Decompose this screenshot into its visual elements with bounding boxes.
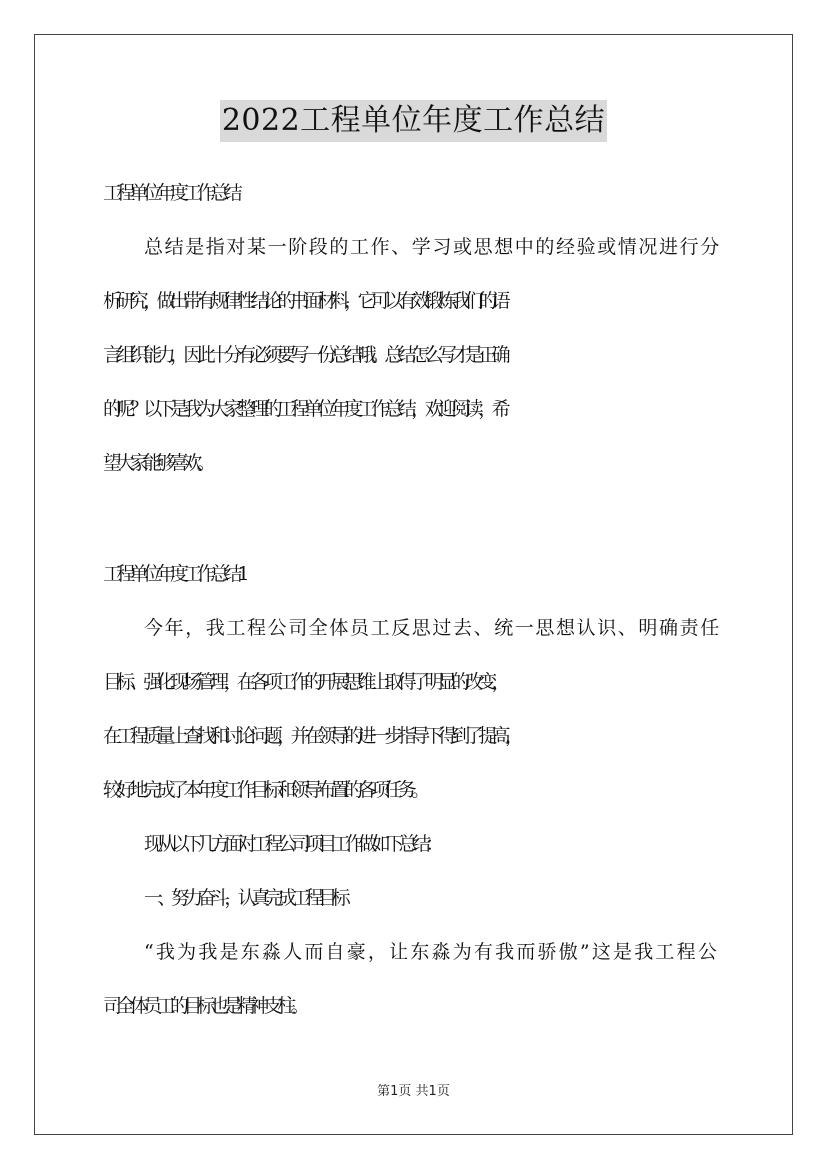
section1-line-3: 在工程质量上查找和讨论问题，并在领导的进一步指导下得到了提高，	[103, 725, 519, 747]
section1-line-2: 目标、强化现场管理，在各项工作的开展思维上取得了明显的改变，	[103, 671, 506, 693]
section1-line-1: 今年，我工程公司全体员工反思过去、统一思想认识、明确责任	[144, 617, 721, 639]
section1-heading: 工程单位年度工作总结 1	[103, 563, 244, 585]
document-subtitle: 工程单位年度工作总结	[103, 182, 238, 204]
intro-line-4: 的呢？以下是我为大家整理的工程单位年度工作总结，欢迎阅读，希	[103, 398, 506, 420]
document-title: 2022工程单位年度工作总结	[220, 100, 607, 142]
intro-line-3: 言组织能力，因此十分有必须要写一份总结哦。总结怎么写才是正确	[103, 344, 506, 366]
subsection1-line-1: “我为我是东淼人而自豪，让东淼为有我而骄傲”这是我工程公	[144, 941, 720, 963]
subsection1-heading: 一、努力奋斗，认真完成工程目标	[144, 887, 346, 909]
subsection1-line-2: 司全体员工的目标也是精神支柱。	[103, 995, 305, 1017]
intro-line-5: 望大家能够喜欢。	[103, 452, 211, 474]
title-wrap	[0, 100, 827, 142]
section1-para2: 现从以下几方面对工程公司项目工作做如下总结：	[144, 833, 439, 855]
intro-line-1: 总结是指对某一阶段的工作、学习或思想中的经验或情况进行分	[144, 236, 721, 258]
intro-line-2: 析研究，做出带有规律性结论的书面材料，它可以有效锻炼我们的语	[103, 290, 506, 312]
section1-line-4: 较好地完成了本年度工作目标和领导布置的各项任务。	[103, 779, 425, 801]
page-footer: 第1页 共1页	[377, 1084, 450, 1099]
